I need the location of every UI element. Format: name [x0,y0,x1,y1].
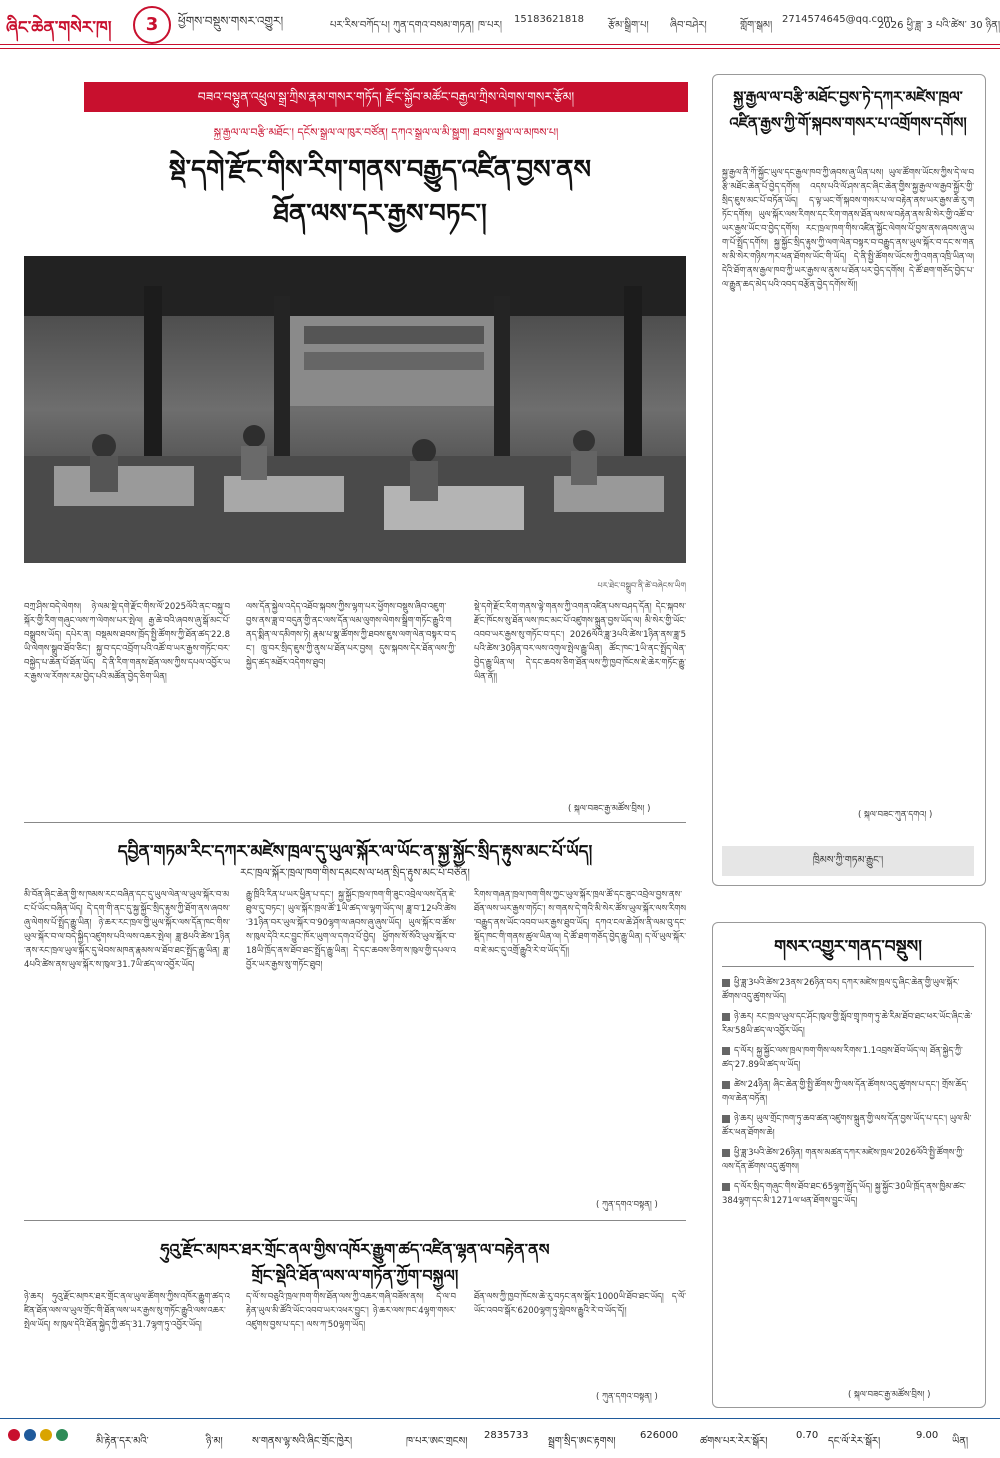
footer-phone: 2835733 [484,1430,529,1441]
lead-photo [24,256,686,563]
news-brief-item: ཕྱི་ཟླ་3པའི་ཚེས་23ནས་26ཉིན་བར། དཀར་མཛེས་ཁྲལ་དུ་ཞིང་ཆེན་གྱི་ཡུལ་སྐོར་ཚོགས་འདུ་ཚུགས་ཡོད། [722,978,960,1002]
footer-phone-label: ཁ་པར་ཨང་གྲངས། [406,1436,468,1447]
footer-label: ཉི་མ། [206,1436,223,1447]
bullet-square-icon [722,1047,730,1055]
lead-sub-banner: སྐྱ་རྒྱལ་ལ་བརྩི་མཐོང་། དངོས་སྒྲལ་ལ་ཁུར་བཙོན། དཀའ་སྒྲལ་ལ་མི་སྒྱུག། ཐབས་སྒྲལ་ལ་མཁས་པ། [213,126,559,139]
masthead [0,0,1000,52]
bullet-square-icon [722,979,730,987]
article3-col-1: ཉེ་ཆར། ཧུའུ་རྫོང་མཁར་ཐར་གྲོང་ནལ་ཡུལ་ཚོགས་ཀྱིས་འཁོར་རྒྱུག་ཚད་འཛིན་ཐོན་ལས་ལ་ཡུལ་གྲོང་གི་ཐོན་ལས་ཡར་རྒྱས་སུ་གཏོང་རྒྱུའི་ལས་འཆར་སྤེལ་ཡོད། ས་ཁུལ་དེའི་ཐོན་སྐྱེད་ཀྱི་ཚད་31.7ལྷག་ཏུ་འབྱོར་ཡོད། [24,1292,230,1330]
article3-byline: ( ཀུན་དགའ་བསྟན། ) [596,1392,658,1402]
email-label: གློག་སྒམ། [740,20,773,31]
footer-year-label: དང་ལོ་རེར་སྒོར། [828,1436,881,1447]
masthead-rule [0,44,1000,45]
lead-headline-line1: སྡེ་དགེ་རྫོང་གིས་རིག་གནས་བརྒྱུད་འཛིན་བྱས་ནས [168,155,592,185]
news-brief-list [722,976,974,1382]
news-brief-item: ད་ལོར། སྐྱ་སྐྱོང་ལས་ཁྲལ་ཁག་གིས་ལས་རིགས་1.1འབྲས་ཐོབ་ཡོད་ལ། ཐོན་སྐྱེད་ཀྱི་ཚད་27.89ཡི་ཚད་ལ་ཡོད། [722,1046,963,1070]
article2-col-3: རིགས་གཞན་ཁྲལ་ཁག་གིས་ཀྱང་ཡུལ་སྐོར་ཁྲལ་ཚོ་དང་ཟུང་འབྲེལ་བྱས་ནས་ཐོན་ལས་ཡར་རྒྱས་གཏོང་། ས་གནས་དེ་གའི་མི་སེར་ཚོས་ཡུལ་སྐོར་ལས་རིགས་བརྒྱུད་ནས་ཡོང་འབབ་ཡར་རྒྱས་ཐུབ་ཡོད། དཀའ་ངལ་ཆེ་ཤོས་ནི་ལམ་བུ་དང་སྡོད་ཁང་གི་གནས་ཚུལ་ཡིན་ལ། དེ་ཚོ་ཐག་གཅོད་བྱེད་རྒྱུ་ཡིན། ད་ལོ་ཡུལ་སྐོར་བ་ཇེ་མང་དུ་འགྲོ་རྒྱུའི་རེ་བ་ཡོད་དོ།། [474,890,686,956]
article2-col-1: མི་བོན་ཞིང་ཆེན་གྱི་ས་ཁམས་རང་བཞིན་དང་དུ་ཡུལ་ལེན་ལ་ཡུལ་སྐོར་བ་མང་པོ་ཡོང་བཞིན་ཡོད། དེ་དག་གི་ནང་དུ་སྐྱ་སྐྱོང་སྲིད་རྟུས་ཀྱི་ཐོག་ནས་ཞབས་ཞུ་ལེགས་པོ་སྤྲོད་རྒྱུ་ཡིན། ཉེ་ཆར་རང་ཁྲལ་གྱི་ཡུལ་སྐོར་ལས་དོན་ཁང་གིས་ཡུལ་སྐོར་བ་ལ་བདེ་སྐྱིད་འཛུགས་པའི་ལས་འཆར་སྤེལ། ཟླ་8པའི་ཚེས་1ཉིན་ནས་རང་ཁྲལ་ཡུལ་སྐོར་དུ་ཕེབས་མཁན་རྣམས་ལ་ཐོབ་ཐང་སྤྲོད་རྒྱུ་ཡིན། ཟླ་4པའི་ཚེས་ནས་ཡུལ་སྐོར་ས་ཁུལ་31.7ཡི་ཚད་ལ་འབྱོར་ཡོད། [24,890,230,970]
phone-label: ཁ་པར། [478,20,502,31]
lead-col-1: བཀྲ་ཤིས་བདེ་ལེགས། ཉེ་ལམ་སྡེ་དགེ་རྫོང་གིས་ལོ་2025ལོའི་ནང་བསྐུ་བསྐོར་གྱི་རིག་གཞུང་ལས་ཀ་ལེགས་པར་སྤེལ། རྒྱ་ཆེ་བའི་ཞབས་ཞུ་སྒོ་མང་པོ་བསྒྲུབས་ཡོད། དཔེར་ན། བསྡམས་ཐབས་ཁྲོད་སྤྱི་ཚོགས་ཀྱི་ཐོན་ཚད་22.8ཡི་ལེགས་སྒྲུབ་ཐོབ་ཅིང་། སྐྱ་བ་དང་འབྲོག་པའི་འཚོ་བ་ཡར་རྒྱས་གཏོང་བར་བསྐྱེད་པ་ཆེན་པོ་ཐོན་ཡོད། དེ་ནི་རིག་གནས་ཐོན་ལས་ཀྱིས་དཔལ་འབྱོར་ཡར་རྒྱས་ལ་རོགས་རམ་བྱེད་པའི་མཚོན་བྱེད་ཅིག་ཡིན། [24,602,230,682]
article2-col-2: རྒྱུ་ཁྲིའི་རིན་པ་ཡར་ཕྱིན་པ་དང་། སྐྱ་སྐྱོང་ཁྲལ་ཁག་གི་ཟུང་འབྲེལ་ལས་དོན་ཇེ་ཐུལ་དུ་བཏང་། ཡུལ་སྐོར་ཁྲལ་ཚོ་1ཡི་ཚད་ལ་ལྷག་ཡོད་ལ། ཟླ་བ་12པའི་ཚེས་31ཉིན་བར་ཡུལ་སྐོར་བ་90ལྷག་ལ་ཞབས་ཞུ་ཞུས་ཡོད། ཡུལ་སྐོར་བ་ཚོས་ས་ཁུལ་དེའི་རང་བྱུང་ཁོར་ཡུག་ལ་དགའ་པོ་བྱེད། ཕྱོགས་སོ་སོའི་ཡུལ་སྐོར་བ་18ཡི་ཁྲོད་ནས་ཐོབ་ཐང་སྤྲོད་རྒྱུ་ཡིན། དེ་དང་ཆབས་ཅིག་ས་ཁུལ་གྱི་དཔལ་འབྱོར་ཡར་རྒྱས་སུ་གཏོང་ཐུབ། [246,890,456,970]
footer-price-label: ཚགས་པར་རེར་སྒོར། [700,1436,768,1447]
news-brief-byline: ( སྐལ་བཟང་རྒྱ་མཚོས་བྲིས། ) [848,1390,931,1400]
footer-unit: ཡིན། [952,1436,969,1447]
masthead-rule-thin [0,48,1000,49]
news-brief-item: ཕྱི་ཟླ་3པའི་ཚེས་26ཉིན། གནས་མཚན་དཀར་མཛེས་ཁྲལ་2026ལོའི་སྤྱི་ཚོགས་ཀྱི་ལས་དོན་ཚོགས་འདུ་ཚུགས། [722,1148,964,1172]
bullet-square-icon [722,1183,730,1191]
article3-headline-line1: ཧུའུ་རྫོང་མཁར་ཐར་གྲོང་ནལ་གྱིས་འཁོར་རྒྱུག་ཚད་འཛིན་ལྷན་ལ་བརྟེན་ནས [160,1240,550,1259]
footer-price: 0.70 [796,1430,819,1441]
footer-address: ས་གནས་ལྷ་སའི་ཞིང་གྲོང་ཁྱེར། [252,1436,353,1447]
proof-label: ཞིབ་བཤེར། [670,20,707,31]
lead-col-3: སྡེ་དགེ་རྫོང་རིག་གནས་ལྟེ་གནས་ཀྱི་འགན་འཛིན་པས་བཤད་དོན། དེང་སྐབས་རྫོང་ཁོངས་སུ་ཐོན་ལས་ཁང་མང་པོ་འཛུགས་སྐྲུན་བྱས་ཡོད་ལ། མི་སེར་གྱི་ཡོང་འབབ་ཡར་རྒྱས་སུ་གཏོང་བ་དང་། 2026ལོའི་ཟླ་3པའི་ཚེས་1ཉིན་ནས་ཟླ་5པའི་ཚེས་30ཉིན་བར་ལས་འགུལ་སྤེལ་རྒྱུ་ཡིན། ཚོང་ཁང་1ཡི་ནང་སྤྲོད་ལེན་བྱེད་རྒྱུ་ཡིན་ལ། དེ་དང་ཆབས་ཅིག་ཐོན་ལས་ཀྱི་ཁྱབ་ཁོངས་ཇེ་ཆེར་གཏོང་རྒྱུ་ཡིན་ནོ།། [474,602,686,682]
article3-rule [24,1220,686,1221]
article3-headline-line2: གྲོང་སྡེའི་ཐོན་ལས་ལ་གཏོན་ཀྱོག་བསྐྱལ། [251,1266,459,1285]
news-brief-item: ཚེས་24ཉིན། ཞིང་ཆེན་གྱི་སྤྱི་ཚོགས་ཀྱི་ལས་དོན་ཚོགས་འདུ་ཚུགས་པ་དང་། གྲོས་ཆོད་གལ་ཆེན་བཏོན། [722,1080,969,1104]
lead-banner: བཟའ་བསྟུན་འཕྲུལ་སྒྲ་ཀྲིས་རྣམ་གསར་གཏོད། རྫོང་སྐྱོབ་མཚོང་བརྒྱལ་ཀྲིས་ལེགས་གསར་རྩོམ། [84,82,688,112]
news-brief-item: ཉེ་ཆར། ཡུལ་གྲོང་ཁག་ཏུ་ཆབ་ཚན་འཛུགས་སྐྲུན་གྱི་ལས་དོན་བྱས་ཡོད་པ་དང་། ཡུལ་མི་ཚོར་ཕན་ཐོགས་ཆེ། [722,1114,972,1138]
section-name: ཕྱོགས་བསྡུས་གསར་འགྱུར། [178,14,284,28]
footer-year-price: 9.00 [916,1430,939,1441]
paper-name: ཞིང་ཆེན་གསེར་ཁ། [6,18,112,38]
footer-postcode: 626000 [640,1430,679,1441]
editor-label: རྩོམ་སྒྲིག་པ། [608,20,649,31]
workshop-photo [24,256,686,563]
news-brief-item: ཉེ་ཆར། རང་ཁྲལ་ཡུལ་དང་ཤོང་ཁུལ་གྱི་སློབ་གྲྭ་ཁག་ཏུ་ཆེ་རིམ་ཐོབ་ཐང་ཕར་ཡོང་ཞིང་ཆེ་རིམ་58ཡི་ཚད་ལ་འབྱོར་ཡོད། [722,1012,973,1036]
footer-rule [0,1418,1000,1419]
footer-ornament-icon [6,1427,78,1443]
news-brief-headline: གསར་འགྱུར་གནད་བསྡུས། [774,937,922,957]
lead-headline [60,148,700,236]
news-brief-rule [722,966,974,967]
article3-col-3: ཐོན་ལས་ཀྱི་ཁྱབ་ཁོངས་ཆེ་རུ་བཏང་ནས་སྒོར་1000ཡི་ཐོབ་ཐང་ཡོད། ད་ལོ་ཡོང་འབབ་སྒོར་6200ལྷག་ཏུ་སླེབས་རྒྱུའི་རེ་བ་ཡོད་དོ།། [474,1292,686,1316]
bullet-square-icon [722,1115,730,1123]
article2-rule [24,822,686,823]
article2-headline: དབྱིན་གཏམ་རིང་དཀར་མཛེས་ཁྲལ་དུ་ཡུལ་སྐོར་ལ་ཡོང་ན་སྐྱ་སྐྱོང་སྲིད་རྟུས་མང་པོ་ཡོད། [117,842,593,862]
commentary-headline: སྐྱ་རྒྱལ་ལ་བརྩི་མཐོང་བྱས་ཏེ་དཀར་མཛེས་ཁྲལ་འཛིན་རྒྱས་ཀྱི་གོ་སྐབས་གསར་པ་འགྲོགས་དགོས། [729,88,967,132]
footer-publisher: མི་རྟེན་དར་མའི་ [96,1436,149,1447]
lead-headline-line2: ཐོན་ལས་དར་རྒྱས་བཏང་། [273,199,487,229]
page-number: 3 [133,6,171,44]
bullet-square-icon [722,1013,730,1021]
commentary-body: སྐྱ་རྒྱལ་ནི་ཀོ་སྐྱོང་ཡུལ་དང་རྒྱལ་ཁབ་ཀྱི་ཞབས་ཞུ་ཡིན་པས། ཡུལ་ཚོགས་ཡོངས་ཀྱིས་དེ་ལ་བརྩི་མཐོང་ཆེན་པོ་བྱེད་དགོས། འདས་པའི་ལོ་ཤས་ནང་ཞིང་ཆེན་གྱིས་སྐྱ་རྒྱལ་ལ་རྒྱབ་སྐྱོར་གྱི་སྲིད་ཇུས་མང་པོ་བཏོན་ཡོད། ད་ལྟ་ཡང་གོ་སྐབས་གསར་པ་ལ་བརྟེན་ནས་ཡར་རྒྱས་ཆེ་རུ་གཏོང་དགོས། ཡུལ་སྐོར་ལས་རིགས་དང་རིག་གནས་ཐོན་ལས་ལ་བརྟེན་ནས་མི་སེར་གྱི་འཚོ་བ་ཡར་རྒྱས་ཡོང་བ་བྱེད་དགོས། རང་ཁྲལ་ཁག་གིས་འཛིན་སྐྱོང་ལེགས་པོ་བྱས་ནས་ཞབས་ཞུ་ཡག་པོ་སྤྲོད་དགོས། སྐྱ་སྐྱོང་སྲིད་རྟུས་ཀྱི་ལག་ལེན་བསྟར་བ་བརྒྱུད་ནས་ཡུལ་སྐོར་བ་དང་ས་གནས་མི་སེར་གཉིས་ཀར་ཕན་ཐོགས་ཡོང་གི་ཡོད། དེ་ནི་སྤྱི་ཚོགས་ཡོངས་ཀྱི་འགན་འཁྲི་ཡིན་ལ། དེའི་ཐོག་ནས་རྒྱལ་ཁབ་ཀྱི་ཡར་རྒྱས་ལ་ནུས་པ་ཐོན་པར་བྱེད་དགོས། དེ་ཚོ་ཐག་གཅོད་བྱེད་པ་ལ་རྒྱུན་ཆད་མེད་པའི་འབད་བརྩོན་བྱེད་དགོས་སོ།། [722,168,974,290]
photo-caption: པར་ཐེང་བསྒྲུབ་ནི་ཚེ་བཞེངས་ཡིག [597,581,686,590]
footer-postcode-label: སྦྲག་སྲིད་ཨང་རྟགས། [548,1436,616,1447]
issue-date: 2026 ཕྱི་ཟླ་ 3 པའི་ཚེས་ 30 ཉིན། [878,20,1000,31]
news-brief-item: ད་ལོར་སྲིད་གཞུང་གིས་ཐོབ་ཐང་65ལྷག་སྤྲོད་ཡོད། སྐྱ་སྐྱོང་30ཡི་ཁྲོད་ནས་ཁྱིམ་ཚང་384ལྷག་དང་མི་1271ལ་ཕན་ཐོགས་བྱུང་ཡོད། [722,1182,966,1206]
article3-col-2: ད་ལོ་ས་བཅུའི་ཁྲལ་ཁག་གིས་ཐོན་ལས་ཀྱི་འཆར་གཞི་བཟོས་ནས། དེ་ལ་བརྟེན་ཡུལ་མི་ཚོའི་ཡོང་འབབ་ཡར་འཕར་བྱུང་། ཉེ་ཆར་ལས་ཁང་4ལྷག་གསར་འཛུགས་བྱས་པ་དང་། ལས་ཀ་50ལྷག་ཡོད། [246,1292,456,1330]
phone: 15183621818 [514,14,584,25]
article2-byline: ( ཀུན་དགའ་བསྟན། ) [596,1200,658,1210]
legal-talk-banner: ཁྲིམས་ཀྱི་གཏམ་རྒྱུང་། [722,846,974,876]
bullet-square-icon [722,1081,730,1089]
lead-byline: ( སྐལ་བཟང་རྒྱ་མཚོས་བྲིས། ) [568,804,651,814]
bullet-square-icon [722,1149,730,1157]
commentary-byline: ( སྐལ་བཟང་ཀུན་དགའ། ) [858,810,933,820]
editors: པར་རིས་བཀོད་པ། ཀུན་དགའ་བསམ་གཏན། [330,20,474,31]
article2-subhead: རང་ཁྲལ་སྐོར་ཁྲལ་ཁག་གིས་དམངས་ལ་ཕན་སྲིད་རྟུས་མང་པོ་བཙོན། [240,867,470,879]
email: 2714574645@qq.com [782,14,893,25]
lead-col-2: ལས་དོན་སྐྱེལ་འདེད་འཐོབ་སྐབས་ཀྱིས་ལྷག་པར་ཕྱོགས་བསྡུས་ཞིབ་འཇུག་བྱས་ནས་ཟླ་བ་བདུན་གྱི་ནང་ལས་དོན་ལམ་ལུགས་ལེགས་སྒྲིག་གཏོང་རྒྱུའི་གནད་སྨིན་ལ་དམིགས་ཏེ། རྣམ་པ་སྣ་ཚོགས་ཀྱི་ཐབས་ཇུས་ལག་ལེན་བསྟར་བ་དང་། ཁྲུ་བར་སྲིད་ཇུས་ཀྱི་ནུས་པ་ཐོན་པར་བྱས། དུས་སྐབས་དེར་ཐོན་ལས་ཀྱི་སྐྱེད་ཚད་མཐོར་འདེགས་ཐུབ། [246,602,456,668]
